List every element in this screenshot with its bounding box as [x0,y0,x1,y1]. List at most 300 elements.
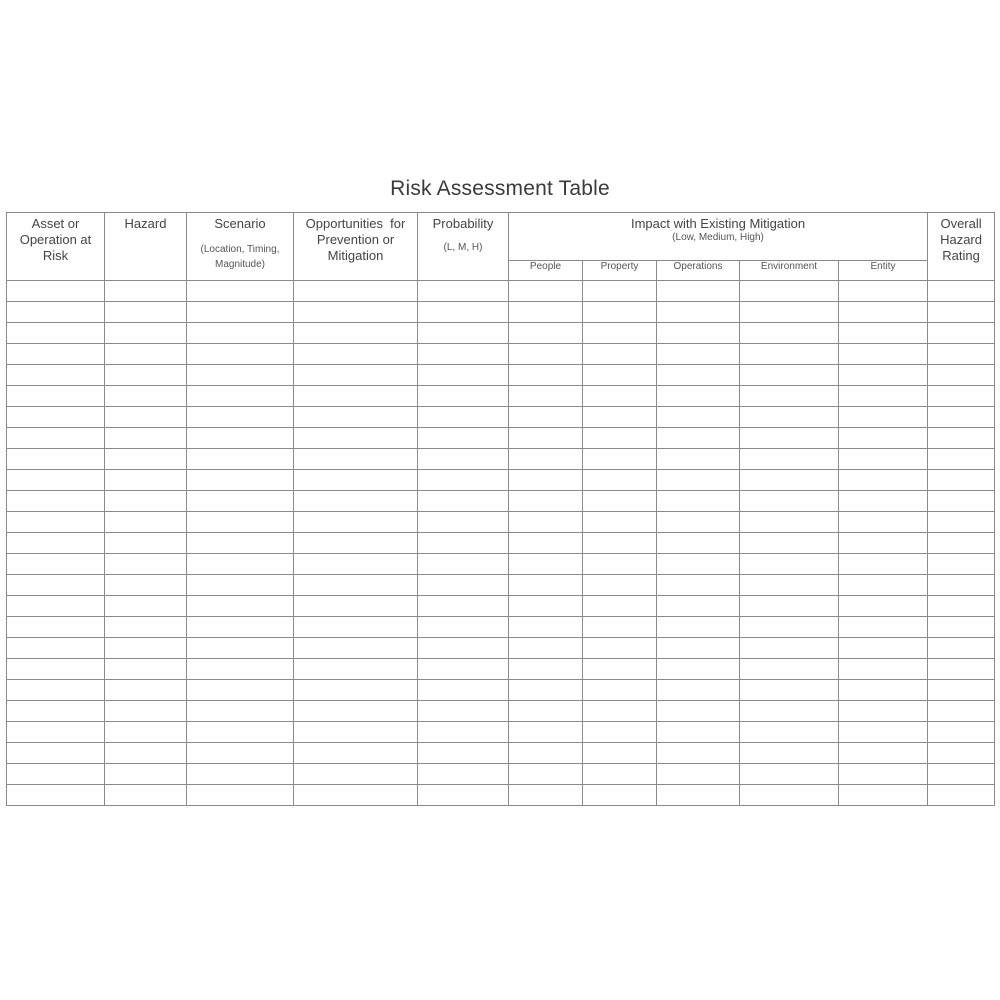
table-cell-asset[interactable] [7,281,105,302]
table-cell-scenario[interactable] [187,407,294,428]
table-cell-entity[interactable] [839,743,928,764]
table-cell-scenario[interactable] [187,659,294,680]
table-cell-overall[interactable] [928,659,995,680]
table-cell-hazard[interactable] [105,365,187,386]
table-cell-opportunities[interactable] [294,365,418,386]
table-cell-environment[interactable] [740,470,839,491]
table-cell-entity[interactable] [839,701,928,722]
table-cell-scenario[interactable] [187,365,294,386]
table-cell-environment[interactable] [740,680,839,701]
table-cell-people[interactable] [509,491,583,512]
table-row [7,281,995,302]
table-cell-opportunities[interactable] [294,743,418,764]
table-cell-hazard[interactable] [105,470,187,491]
table-cell-opportunities[interactable] [294,554,418,575]
table-cell-asset[interactable] [7,659,105,680]
table-cell-environment[interactable] [740,386,839,407]
table-cell-people[interactable] [509,365,583,386]
table-cell-hazard[interactable] [105,701,187,722]
table-cell-opportunities[interactable] [294,302,418,323]
table-cell-operations[interactable] [657,596,740,617]
column-header-probability [418,213,509,281]
table-cell-opportunities[interactable] [294,470,418,491]
table-cell-asset[interactable] [7,764,105,785]
column-header-hazard-label: Hazard [124,216,167,231]
table-cell-asset[interactable] [7,575,105,596]
table-cell-asset[interactable] [7,512,105,533]
table-cell-opportunities[interactable] [294,722,418,743]
table-cell-entity[interactable] [839,302,928,323]
table-cell-overall[interactable] [928,722,995,743]
table-cell-people[interactable] [509,449,583,470]
table-cell-people[interactable] [509,428,583,449]
table-row [7,701,995,722]
table-cell-opportunities[interactable] [294,344,418,365]
table-cell-hazard[interactable] [105,722,187,743]
table-cell-entity[interactable] [839,533,928,554]
table-cell-entity[interactable] [839,491,928,512]
table-cell-asset[interactable] [7,470,105,491]
table-cell-overall[interactable] [928,365,995,386]
table-cell-overall[interactable] [928,407,995,428]
table-cell-operations[interactable] [657,491,740,512]
table-cell-operations[interactable] [657,722,740,743]
table-cell-environment[interactable] [740,722,839,743]
table-cell-scenario[interactable] [187,302,294,323]
table-cell-hazard[interactable] [105,281,187,302]
table-cell-opportunities[interactable] [294,281,418,302]
table-cell-people[interactable] [509,323,583,344]
table-cell-probability[interactable] [418,722,509,743]
table-cell-hazard[interactable] [105,533,187,554]
table-cell-probability[interactable] [418,428,509,449]
table-cell-overall[interactable] [928,575,995,596]
table-cell-opportunities[interactable] [294,638,418,659]
table-cell-hazard[interactable] [105,785,187,806]
table-cell-overall[interactable] [928,449,995,470]
table-cell-entity[interactable] [839,281,928,302]
table-cell-asset[interactable] [7,596,105,617]
table-cell-environment[interactable] [740,785,839,806]
table-cell-probability[interactable] [418,617,509,638]
table-cell-asset[interactable] [7,302,105,323]
table-cell-probability[interactable] [418,449,509,470]
table-cell-probability[interactable] [418,323,509,344]
table-row [7,659,995,680]
table-cell-overall[interactable] [928,638,995,659]
table-cell-operations[interactable] [657,512,740,533]
table-cell-environment[interactable] [740,533,839,554]
table-cell-scenario[interactable] [187,701,294,722]
table-cell-environment[interactable] [740,596,839,617]
risk-assessment-table [6,212,995,806]
table-cell-hazard[interactable] [105,617,187,638]
table-cell-opportunities[interactable] [294,617,418,638]
table-cell-people[interactable] [509,638,583,659]
table-cell-property[interactable] [583,575,657,596]
table-cell-entity[interactable] [839,638,928,659]
column-header-overall [928,213,995,281]
table-cell-operations[interactable] [657,533,740,554]
table-cell-probability[interactable] [418,764,509,785]
table-cell-opportunities[interactable] [294,386,418,407]
table-cell-overall[interactable] [928,386,995,407]
table-cell-operations[interactable] [657,323,740,344]
table-cell-scenario[interactable] [187,764,294,785]
table-cell-property[interactable] [583,449,657,470]
table-cell-property[interactable] [583,659,657,680]
table-cell-probability[interactable] [418,596,509,617]
table-cell-environment[interactable] [740,407,839,428]
table-cell-property[interactable] [583,365,657,386]
table-cell-asset[interactable] [7,554,105,575]
table-cell-asset[interactable] [7,407,105,428]
table-cell-asset[interactable] [7,449,105,470]
table-cell-overall[interactable] [928,554,995,575]
table-cell-people[interactable] [509,785,583,806]
table-cell-operations[interactable] [657,386,740,407]
table-cell-operations[interactable] [657,575,740,596]
table-cell-operations[interactable] [657,617,740,638]
table-cell-overall[interactable] [928,428,995,449]
table-cell-property[interactable] [583,386,657,407]
table-cell-scenario[interactable] [187,575,294,596]
table-cell-scenario[interactable] [187,281,294,302]
table-cell-entity[interactable] [839,449,928,470]
table-cell-people[interactable] [509,386,583,407]
table-cell-scenario[interactable] [187,785,294,806]
table-cell-entity[interactable] [839,470,928,491]
table-cell-asset[interactable] [7,386,105,407]
table-cell-probability[interactable] [418,659,509,680]
table-cell-environment[interactable] [740,554,839,575]
table-cell-asset[interactable] [7,533,105,554]
table-cell-probability[interactable] [418,743,509,764]
table-cell-people[interactable] [509,470,583,491]
table-cell-property[interactable] [583,533,657,554]
table-cell-operations[interactable] [657,680,740,701]
table-cell-entity[interactable] [839,365,928,386]
table-cell-hazard[interactable] [105,575,187,596]
table-cell-people[interactable] [509,764,583,785]
table-cell-people[interactable] [509,344,583,365]
table-cell-property[interactable] [583,722,657,743]
table-cell-asset[interactable] [7,365,105,386]
table-cell-overall[interactable] [928,701,995,722]
table-cell-environment[interactable] [740,701,839,722]
table-cell-people[interactable] [509,743,583,764]
table-cell-asset[interactable] [7,701,105,722]
table-cell-overall[interactable] [928,785,995,806]
table-cell-asset[interactable] [7,428,105,449]
table-cell-entity[interactable] [839,596,928,617]
table-cell-scenario[interactable] [187,470,294,491]
table-cell-overall[interactable] [928,344,995,365]
table-cell-overall[interactable] [928,596,995,617]
table-cell-overall[interactable] [928,533,995,554]
table-cell-operations[interactable] [657,344,740,365]
table-cell-entity[interactable] [839,659,928,680]
table-row [7,302,995,323]
table-cell-hazard[interactable] [105,386,187,407]
table-cell-property[interactable] [583,554,657,575]
table-cell-entity[interactable] [839,323,928,344]
table-cell-asset[interactable] [7,617,105,638]
table-header-row [7,213,995,261]
table-cell-scenario[interactable] [187,533,294,554]
table-cell-people[interactable] [509,554,583,575]
table-cell-people[interactable] [509,680,583,701]
table-cell-property[interactable] [583,743,657,764]
table-cell-scenario[interactable] [187,722,294,743]
table-cell-hazard[interactable] [105,638,187,659]
table-cell-people[interactable] [509,281,583,302]
table-cell-opportunities[interactable] [294,533,418,554]
table-cell-probability[interactable] [418,638,509,659]
table-cell-property[interactable] [583,680,657,701]
table-cell-probability[interactable] [418,554,509,575]
table-cell-asset[interactable] [7,785,105,806]
table-cell-scenario[interactable] [187,638,294,659]
table-cell-people[interactable] [509,407,583,428]
table-cell-scenario[interactable] [187,617,294,638]
table-cell-people[interactable] [509,659,583,680]
table-row [7,722,995,743]
table-cell-probability[interactable] [418,512,509,533]
table-cell-overall[interactable] [928,680,995,701]
table-row [7,743,995,764]
table-cell-property[interactable] [583,302,657,323]
column-header-scenario [187,213,294,281]
table-cell-hazard[interactable] [105,659,187,680]
table-cell-entity[interactable] [839,764,928,785]
table-cell-hazard[interactable] [105,344,187,365]
table-cell-environment[interactable] [740,575,839,596]
table-row [7,470,995,491]
table-cell-asset[interactable] [7,680,105,701]
table-cell-scenario[interactable] [187,323,294,344]
table-cell-property[interactable] [583,701,657,722]
table-row [7,344,995,365]
table-cell-property[interactable] [583,470,657,491]
table-cell-operations[interactable] [657,428,740,449]
table-cell-opportunities[interactable] [294,575,418,596]
table-cell-overall[interactable] [928,302,995,323]
table-cell-property[interactable] [583,638,657,659]
table-cell-hazard[interactable] [105,302,187,323]
table-cell-people[interactable] [509,596,583,617]
table-cell-hazard[interactable] [105,407,187,428]
table-cell-environment[interactable] [740,512,839,533]
table-cell-entity[interactable] [839,575,928,596]
column-header-probability-label: Probability [432,216,494,231]
table-cell-probability[interactable] [418,365,509,386]
table-cell-asset[interactable] [7,491,105,512]
table-cell-hazard[interactable] [105,680,187,701]
table-cell-entity[interactable] [839,617,928,638]
table-cell-overall[interactable] [928,281,995,302]
table-cell-property[interactable] [583,344,657,365]
table-cell-probability[interactable] [418,785,509,806]
table-cell-probability[interactable] [418,575,509,596]
table-cell-overall[interactable] [928,323,995,344]
table-cell-probability[interactable] [418,281,509,302]
table-cell-overall[interactable] [928,512,995,533]
table-cell-asset[interactable] [7,743,105,764]
table-cell-opportunities[interactable] [294,680,418,701]
table-cell-entity[interactable] [839,386,928,407]
table-cell-probability[interactable] [418,386,509,407]
table-cell-operations[interactable] [657,743,740,764]
table-cell-operations[interactable] [657,407,740,428]
page-title: Risk Assessment Table [390,177,610,200]
table-cell-property[interactable] [583,596,657,617]
table-cell-probability[interactable] [418,491,509,512]
table-cell-opportunities[interactable] [294,785,418,806]
table-cell-hazard[interactable] [105,554,187,575]
table-cell-property[interactable] [583,323,657,344]
table-cell-entity[interactable] [839,428,928,449]
table-cell-entity[interactable] [839,407,928,428]
table-cell-entity[interactable] [839,512,928,533]
table-cell-probability[interactable] [418,701,509,722]
table-cell-scenario[interactable] [187,449,294,470]
table-cell-opportunities[interactable] [294,659,418,680]
table-cell-entity[interactable] [839,554,928,575]
table-cell-property[interactable] [583,764,657,785]
table-cell-people[interactable] [509,722,583,743]
table-row [7,323,995,344]
table-cell-scenario[interactable] [187,491,294,512]
table-cell-entity[interactable] [839,785,928,806]
table-cell-environment[interactable] [740,764,839,785]
table-cell-asset[interactable] [7,638,105,659]
table-cell-environment[interactable] [740,428,839,449]
table-cell-opportunities[interactable] [294,449,418,470]
table-cell-probability[interactable] [418,680,509,701]
table-row [7,680,995,701]
table-cell-asset[interactable] [7,722,105,743]
table-cell-probability[interactable] [418,407,509,428]
table-cell-hazard[interactable] [105,596,187,617]
table-cell-overall[interactable] [928,491,995,512]
table-cell-people[interactable] [509,701,583,722]
table-cell-environment[interactable] [740,659,839,680]
column-header-opportunities [294,213,418,281]
table-cell-environment[interactable] [740,302,839,323]
table-cell-scenario[interactable] [187,680,294,701]
table-cell-scenario[interactable] [187,386,294,407]
table-cell-operations[interactable] [657,785,740,806]
table-cell-overall[interactable] [928,764,995,785]
column-header-impact-label: Impact with Existing Mitigation [630,216,806,231]
table-cell-hazard[interactable] [105,491,187,512]
table-cell-entity[interactable] [839,680,928,701]
table-row [7,575,995,596]
table-cell-people[interactable] [509,575,583,596]
table-row [7,428,995,449]
table-cell-operations[interactable] [657,554,740,575]
table-cell-operations[interactable] [657,638,740,659]
table-cell-opportunities[interactable] [294,701,418,722]
table-cell-opportunities[interactable] [294,428,418,449]
table-cell-people[interactable] [509,533,583,554]
table-cell-opportunities[interactable] [294,491,418,512]
table-cell-overall[interactable] [928,617,995,638]
table-cell-people[interactable] [509,512,583,533]
table-cell-scenario[interactable] [187,512,294,533]
table-cell-opportunities[interactable] [294,407,418,428]
table-cell-opportunities[interactable] [294,323,418,344]
table-cell-operations[interactable] [657,470,740,491]
table-cell-property[interactable] [583,491,657,512]
table-cell-environment[interactable] [740,323,839,344]
table-cell-asset[interactable] [7,323,105,344]
table-cell-people[interactable] [509,302,583,323]
table-cell-environment[interactable] [740,491,839,512]
table-cell-scenario[interactable] [187,428,294,449]
table-cell-overall[interactable] [928,743,995,764]
table-cell-operations[interactable] [657,659,740,680]
table-cell-environment[interactable] [740,449,839,470]
table-cell-operations[interactable] [657,449,740,470]
table-cell-environment[interactable] [740,365,839,386]
table-cell-property[interactable] [583,407,657,428]
table-cell-environment[interactable] [740,743,839,764]
table-cell-scenario[interactable] [187,344,294,365]
table-cell-property[interactable] [583,512,657,533]
column-header-people: People [509,261,583,281]
table-cell-entity[interactable] [839,722,928,743]
table-cell-opportunities[interactable] [294,764,418,785]
table-cell-scenario[interactable] [187,596,294,617]
table-cell-probability[interactable] [418,344,509,365]
table-cell-scenario[interactable] [187,743,294,764]
table-cell-asset[interactable] [7,344,105,365]
table-cell-property[interactable] [583,428,657,449]
table-cell-operations[interactable] [657,281,740,302]
table-cell-scenario[interactable] [187,554,294,575]
table-row [7,554,995,575]
table-cell-operations[interactable] [657,764,740,785]
table-cell-entity[interactable] [839,344,928,365]
table-cell-hazard[interactable] [105,743,187,764]
table-cell-hazard[interactable] [105,764,187,785]
table-cell-operations[interactable] [657,302,740,323]
table-cell-hazard[interactable] [105,428,187,449]
table-cell-opportunities[interactable] [294,512,418,533]
table-cell-probability[interactable] [418,470,509,491]
table-cell-operations[interactable] [657,701,740,722]
table-cell-property[interactable] [583,617,657,638]
table-cell-environment[interactable] [740,617,839,638]
table-cell-environment[interactable] [740,281,839,302]
table-cell-property[interactable] [583,281,657,302]
table-cell-probability[interactable] [418,302,509,323]
table-cell-environment[interactable] [740,638,839,659]
table-cell-overall[interactable] [928,470,995,491]
table-cell-hazard[interactable] [105,512,187,533]
table-cell-hazard[interactable] [105,323,187,344]
table-cell-hazard[interactable] [105,449,187,470]
table-cell-people[interactable] [509,617,583,638]
table-cell-operations[interactable] [657,365,740,386]
table-cell-probability[interactable] [418,533,509,554]
table-cell-environment[interactable] [740,344,839,365]
table-cell-property[interactable] [583,785,657,806]
table-row [7,407,995,428]
table-cell-opportunities[interactable] [294,596,418,617]
